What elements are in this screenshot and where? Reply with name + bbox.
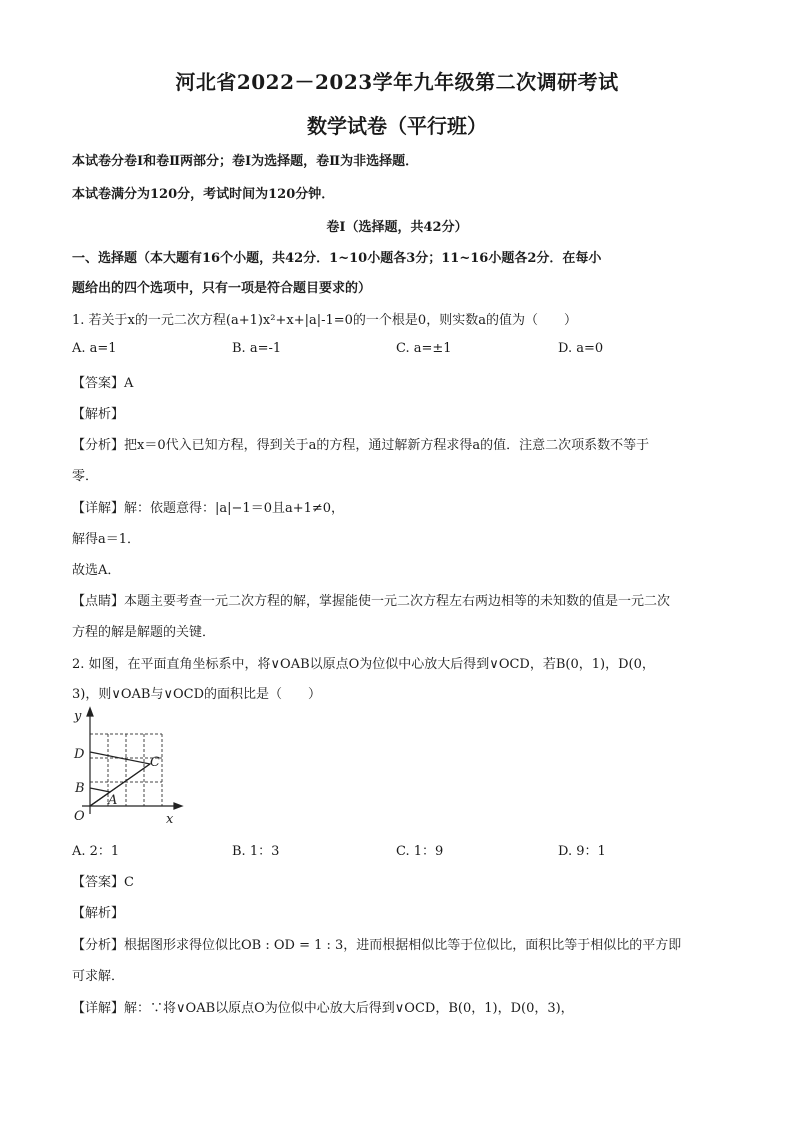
q1-fenxi-text: 把x＝0代入已知方程，得到关于a的方程，通过解新方程求得a的值．注意二次项系数不等于 (124, 438, 650, 453)
q2-xiangjie-text: 解：∵将∨OAB以原点O为位似中心放大后得到∨OCD，B(0，1)，D(0，3)， (124, 1001, 574, 1016)
q2-stem-line-2: 3)，则∨OAB与∨OCD的面积比是（ ） (72, 687, 321, 702)
note-1: 本试卷分卷Ⅰ和卷Ⅱ两部分；卷Ⅰ为选择题，卷Ⅱ为非选择题． (72, 154, 419, 169)
label-c: C (150, 755, 160, 770)
q1-fenxi-line-2: 零． (72, 469, 99, 484)
note-2: 本试卷满分为120分，考试时间为120分钟． (72, 187, 335, 202)
q2-xiangjie-line-1 (72, 997, 732, 1016)
q1-dianjing-text: 本题主要考查一元二次方程的解，掌握能使一元二次方程左右两边相等的未知数的值是一元二次 (124, 594, 671, 609)
section-desc-line-1: 一、选择题（本大题有16个小题，共42分．1~10小题各3分；11~16小题各2分．在每小 (72, 251, 602, 266)
q1-xiangjie-line-2: 解得a＝1． (72, 532, 141, 547)
label-d: D (74, 747, 85, 762)
segment-oc (90, 764, 150, 806)
q2-analysis-tag: 【解析】 (72, 906, 125, 921)
coordinate-figure (70, 706, 190, 830)
q1-dianjing-line-1 (72, 590, 732, 609)
section-title: 卷Ⅰ（选择题，共42分） (326, 220, 468, 235)
q1-option-a: A. a=1 (72, 341, 117, 356)
q1-xiangjie-line-3: 故选A． (72, 563, 121, 578)
q2-option-a: A. 2：1 (72, 844, 120, 859)
label-x: x (166, 812, 174, 827)
q1-xiangjie-text: 解：依题意得：|a|−1＝0且a+1≠0， (124, 501, 345, 516)
q1-option-b: B. a=-1 (232, 341, 282, 356)
label-b: B (75, 781, 85, 796)
answer-tag: 【答案】 (72, 376, 125, 391)
q2-option-d: D. 9：1 (558, 844, 606, 859)
exam-subtitle: 数学试卷（平行班） (307, 114, 487, 138)
q2-answer-line (72, 871, 732, 890)
exam-title: 河北省2022－2023学年九年级第二次调研考试 (175, 70, 619, 94)
q2-option-b: B. 1：3 (232, 844, 280, 859)
q2-stem-line-1: 2. 如图，在平面直角坐标系中，将∨OAB以原点O为位似中心放大后得到∨OCD，若B(0，1)，D(0， (72, 657, 655, 672)
q1-stem: 1. 若关于x的一元二次方程(a+1)x²+x+|a|-1=0的一个根是0，则实数a的值为（ ） (72, 313, 577, 328)
fenxi-tag: 【分析】 (72, 438, 125, 453)
q1-dianjing-line-2: 方程的解是解题的关键． (72, 625, 216, 640)
q1-xiangjie-line-1 (72, 497, 732, 516)
answer-tag: 【答案】 (72, 875, 125, 890)
label-y: y (74, 709, 82, 724)
q2-fenxi-line-2: 可求解． (72, 969, 125, 984)
q1-option-c: C. a=±1 (396, 341, 452, 356)
y-axis-arrow (87, 708, 93, 716)
dianjing-tag: 【点睛】 (72, 594, 125, 609)
xiangjie-tag: 【详解】 (72, 1001, 125, 1016)
triangle-ocd (90, 752, 150, 806)
xiangjie-tag: 【详解】 (72, 501, 125, 516)
q2-fenxi-text: 根据图形求得位似比OB : OD = 1 : 3，进而根据相似比等于位似比，面积比等于相似比的平方即 (124, 938, 682, 953)
q1-option-d: D. a=0 (558, 341, 604, 356)
q2-option-c: C. 1：9 (396, 844, 444, 859)
q2-fenxi-line-1 (72, 934, 732, 953)
fenxi-tag: 【分析】 (72, 938, 125, 953)
label-o: O (74, 809, 85, 824)
q1-answer-line (72, 372, 732, 391)
q1-answer: A (124, 376, 134, 391)
label-a: A (108, 793, 118, 808)
section-desc-line-2: 题给出的四个选项中，只有一项是符合题目要求的） (72, 281, 372, 296)
q1-fenxi-line-1 (72, 434, 732, 453)
q2-answer: C (124, 875, 134, 890)
q1-analysis-tag: 【解析】 (72, 407, 125, 422)
grid-lines (90, 734, 162, 806)
x-axis-arrow (174, 803, 182, 809)
